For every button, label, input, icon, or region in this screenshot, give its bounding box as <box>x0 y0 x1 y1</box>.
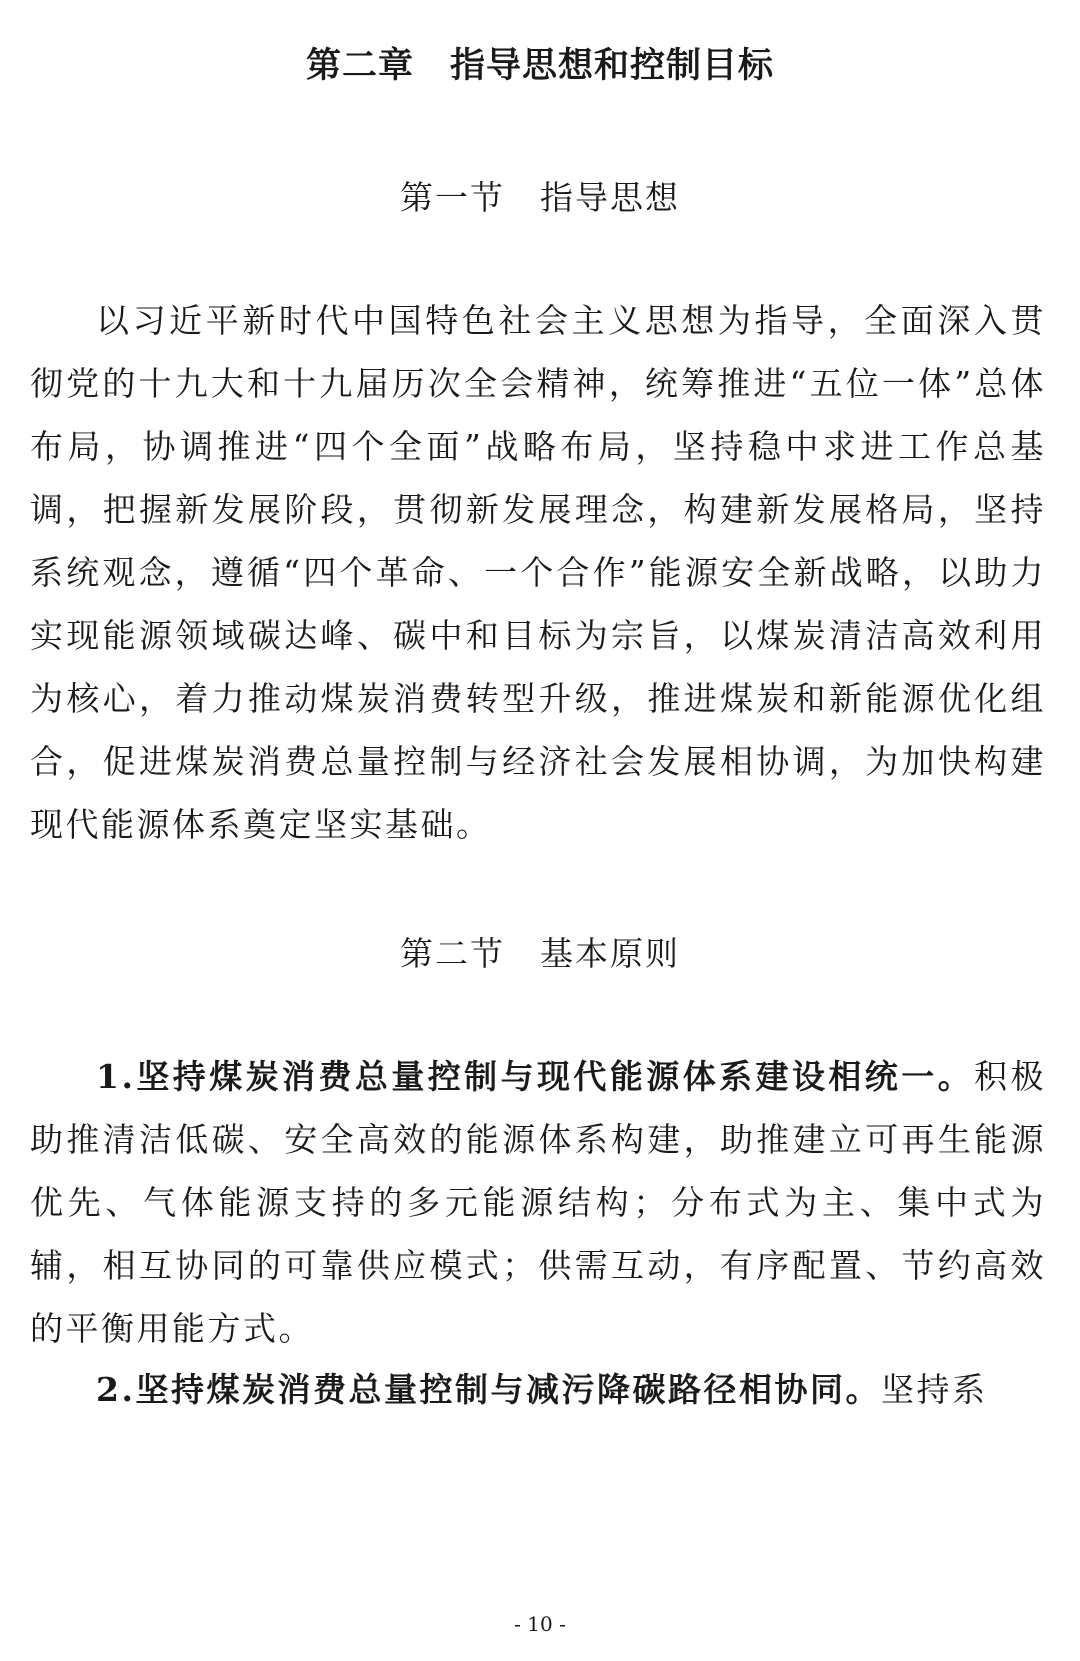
principle-body-1: 积极助推清洁低碳、安全高效的能源体系构建，助推建立可再生能源优先、气体能源支持的多元能源结构；分布式为主、集中式为辅，相互协同的可靠供应模式；供需互动，有序配置、节约高效的平衡用能方式。 <box>30 1057 1046 1348</box>
principle-body-2: 坚持系 <box>880 1370 988 1409</box>
section-title-guiding-ideology: 第一节 指导思想 <box>400 178 680 217</box>
principle-heading-1: 1.坚持煤炭消费总量控制与现代能源体系建设相统一。 <box>96 1057 975 1096</box>
page-number: - 10 - <box>514 1612 566 1636</box>
section-title-basic-principles: 第二节 基本原则 <box>400 934 680 973</box>
principle-paragraph-1 <box>30 1045 1046 1360</box>
guiding-ideology-paragraph: 以习近平新时代中国特色社会主义思想为指导，全面深入贯彻党的十九大和十九届历次全会精神，统筹推进“五位一体”总体布局，协调推进“四个全面”战略布局，坚持稳中求进工作总基调，把握新发展阶段，贯彻新发展理念，构建新发展格局，坚持系统观念，遵循“四个革命、一个合作”能源安全新战略，以助力实现能源领域碳达峰、碳中和目标为宗旨，以煤炭清洁高效利用为核心，着力推动煤炭消费转型升级，推进煤炭和新能源优化组合，促进煤炭消费总量控制与经济社会发展相协调，为加快构建现代能源体系奠定坚实基础。 <box>30 301 1046 844</box>
principle-heading-2: 2.坚持煤炭消费总量控制与减污降碳路径相协同。 <box>96 1370 881 1409</box>
principle-paragraph-2 <box>30 1358 1046 1421</box>
chapter-title: 第二章 指导思想和控制目标 <box>305 46 774 86</box>
